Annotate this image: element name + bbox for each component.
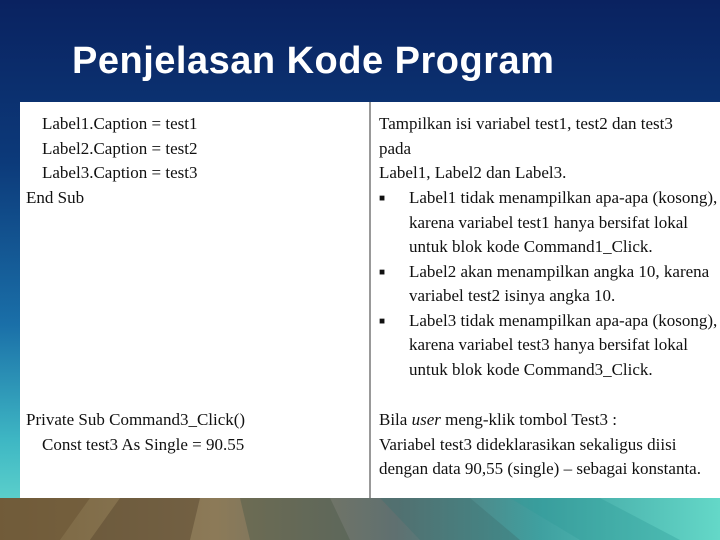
explanation-column [371, 102, 720, 498]
code-block-top [26, 112, 197, 210]
command3-line: dengan data 90,55 (single) – sebagai konstanta. [379, 459, 701, 478]
code-explanation-table [20, 102, 720, 498]
code-column [20, 102, 371, 498]
user-word: user [411, 410, 441, 429]
code-block-bottom [26, 408, 245, 457]
code-line: Label2.Caption = test2 [42, 138, 198, 158]
intro-line: Label1, Label2 dan Label3. [379, 163, 567, 182]
code-line: Const test3 As Single = 90.55 [42, 434, 245, 454]
bullet-line: Label3 tidak menampilkan apa-apa (kosong), [409, 310, 718, 330]
code-line: Private Sub Command3_Click() [26, 410, 246, 429]
bullet-line: untuk blok kode Command3_Click. [409, 359, 653, 379]
square-bullet-icon: ■ [379, 266, 386, 278]
code-line: End Sub [26, 187, 85, 207]
floor-tiles-graphic [0, 498, 720, 540]
decorative-floor [0, 498, 720, 540]
bullet-line: karena variabel test1 hanya bersifat lokal [409, 212, 688, 232]
text-prefix: Bila [379, 410, 412, 429]
bullet-line: karena variabel test3 hanya bersifat lokal [409, 335, 688, 354]
code-line: Label1.Caption = test1 [42, 114, 198, 133]
bullet-line: Label1 tidak menampilkan apa-apa (kosong), [409, 188, 718, 207]
intro-line: Tampilkan isi variabel test1, test2 dan test3 pada [379, 114, 673, 158]
command3-line [379, 408, 719, 433]
bullet-line: untuk blok kode Command1_Click. [409, 237, 653, 256]
bullet-line: Label2 akan menampilkan angka 10, karena [409, 261, 710, 281]
square-bullet-icon: ■ [379, 193, 386, 204]
explanation-bullets [379, 186, 719, 382]
bullet-line: variabel test2 isinya angka 10. [409, 286, 616, 305]
code-line: Label3.Caption = test3 [42, 163, 198, 182]
text-suffix: meng-klik tombol Test3 : [440, 410, 617, 429]
explanation-command3 [379, 408, 719, 482]
bullet-item [379, 309, 719, 383]
explanation-intro [379, 112, 709, 186]
bullet-item [379, 186, 719, 260]
square-bullet-icon: ■ [379, 315, 386, 327]
slide-title: Penjelasan Kode Program [72, 40, 555, 82]
command3-line: Variabel test3 dideklarasikan sekaligus diisi [379, 434, 677, 454]
bullet-item [379, 260, 719, 309]
